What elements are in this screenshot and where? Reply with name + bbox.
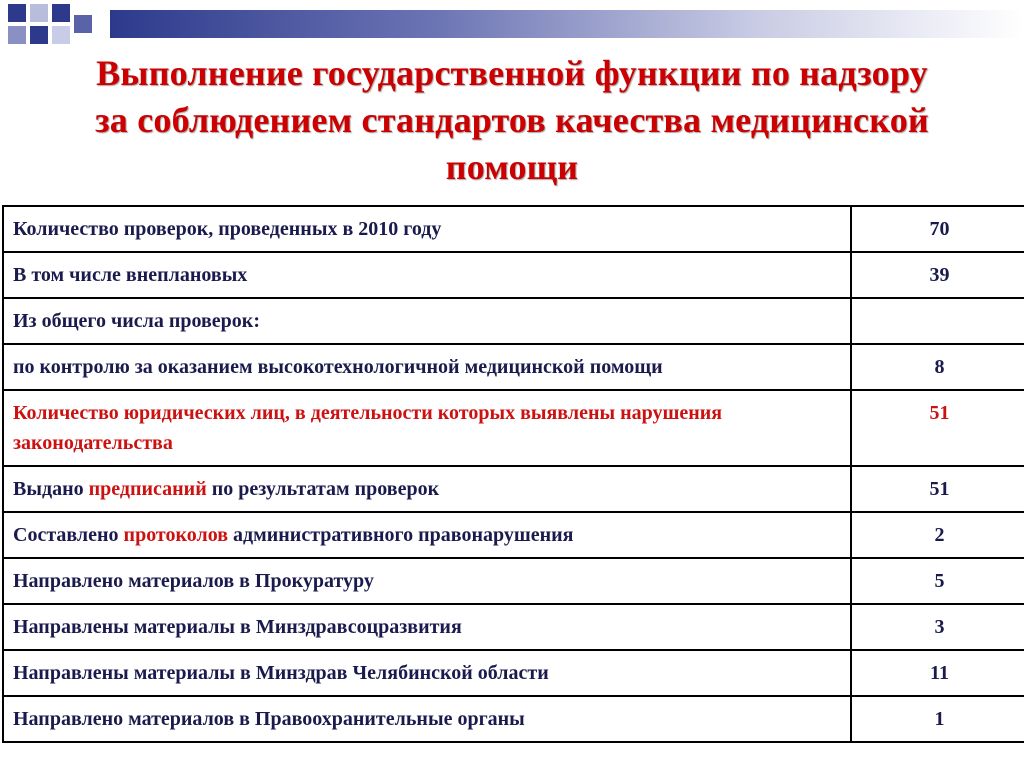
row-label: Направлены материалы в Минздравсоцразвития	[3, 604, 851, 650]
row-label: Направлено материалов в Правоохранительные органы	[3, 696, 851, 742]
row-value: 5	[851, 558, 1024, 604]
row-label: В том числе внеплановых	[3, 252, 851, 298]
row-value-highlighted: 51	[851, 390, 1024, 466]
table-row	[3, 558, 1024, 604]
table-row	[3, 206, 1024, 252]
row-label	[3, 512, 851, 558]
label-highlight: протоколов	[123, 524, 229, 546]
decor-square	[8, 4, 26, 22]
page-title	[0, 50, 1024, 191]
table-row	[3, 466, 1024, 512]
label-highlight: предписаний	[88, 478, 207, 500]
label-part: Составлено	[13, 524, 124, 546]
table-row	[3, 650, 1024, 696]
label-part: по результатам проверок	[206, 478, 440, 500]
decor-square	[52, 4, 70, 22]
decor-square	[52, 26, 70, 44]
decor-square	[30, 4, 48, 22]
header-gradient-bar	[110, 10, 1024, 38]
table-row	[3, 512, 1024, 558]
row-label: Направлены материалы в Минздрав Челябинской области	[3, 650, 851, 696]
table-row	[3, 344, 1024, 390]
row-value: 51	[851, 466, 1024, 512]
label-part: административного правонарушения	[228, 524, 574, 546]
decor-square	[30, 26, 48, 44]
row-value: 1	[851, 696, 1024, 742]
row-value: 11	[851, 650, 1024, 696]
title-line: Выполнение государственной функции по надзору	[96, 53, 928, 93]
table-row	[3, 390, 1024, 466]
title-line: за соблюдением стандартов качества медицинской	[95, 100, 929, 140]
row-label: Направлено материалов в Прокуратуру	[3, 558, 851, 604]
title-line: помощи	[445, 147, 579, 187]
row-label-highlighted: Количество юридических лиц, в деятельности которых выявлены нарушения законодательства	[3, 390, 851, 466]
row-value: 3	[851, 604, 1024, 650]
table-row	[3, 604, 1024, 650]
row-label: по контролю за оказанием высокотехнологичной медицинской помощи	[3, 344, 851, 390]
row-label: Количество проверок, проведенных в 2010 году	[3, 206, 851, 252]
table-row	[3, 696, 1024, 742]
row-value: 39	[851, 252, 1024, 298]
row-value: 2	[851, 512, 1024, 558]
inspection-table	[2, 205, 1024, 743]
row-value	[851, 298, 1024, 344]
row-value: 8	[851, 344, 1024, 390]
header-decoration	[0, 0, 1024, 48]
label-part: Выдано	[13, 478, 89, 500]
table-row	[3, 298, 1024, 344]
decor-square	[8, 26, 26, 44]
row-label	[3, 466, 851, 512]
row-label: Из общего числа проверок:	[3, 298, 851, 344]
table-row	[3, 252, 1024, 298]
decor-square	[74, 15, 92, 33]
row-value: 70	[851, 206, 1024, 252]
